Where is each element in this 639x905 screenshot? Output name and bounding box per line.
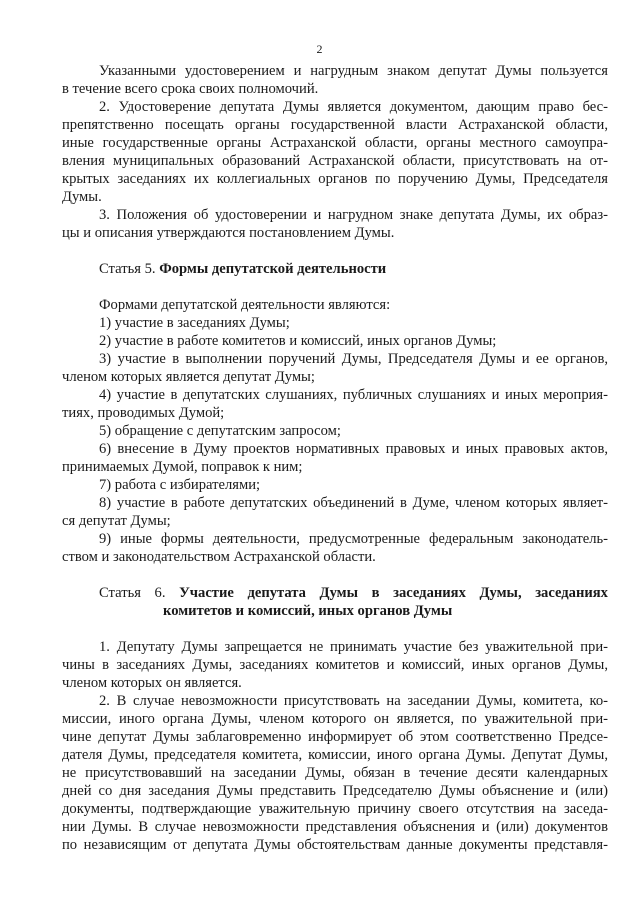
- article-6-prefix: Статья 6.: [99, 585, 166, 601]
- text-line: дателя Думы, председателя комитета, комиссии, иного органа Думы. Депутат Думы,: [62, 747, 608, 763]
- article-6-title-line1: Участие депутата Думы в заседаниях Думы, заседаниях: [179, 585, 608, 601]
- text-line: Формами депутатской деятельности являются:: [99, 297, 391, 313]
- text-line: 3. Положения об удостоверении и нагрудном знаке депутата Думы, их образ-: [99, 207, 608, 223]
- text-line: принимаемых Думой, поправок к ним;: [62, 459, 303, 475]
- text-line: чины в заседаниях Думы, заседаниях комитетов и комиссий, иных органов Думы,: [62, 657, 608, 673]
- text-line: иные государственные органы Астраханской области, органы местного самоупра-: [62, 135, 608, 151]
- text-line: не присутствовавший на заседании Думы, обязан в течение десяти календарных: [62, 765, 608, 781]
- text-line: дней со дня заседания Думы представить Председателю Думы объяснение и (или): [62, 783, 608, 799]
- text-line: документы, подтверждающие уважительную причину своего отсутствия на заседа-: [62, 801, 608, 817]
- text-line: препятственно посещать органы государственной власти Астраханской области,: [62, 117, 608, 133]
- text-line: 2. Удостоверение депутата Думы является документом, дающим право бес-: [99, 99, 608, 115]
- text-line: чине депутат Думы заблаговременно информирует об этом соответственно Предсе-: [62, 729, 608, 745]
- article-6-title-line2: комитетов и комиссий, иных органов Думы: [163, 603, 453, 619]
- list-item: 9) иные формы деятельности, предусмотренные федеральным законодатель-: [99, 531, 608, 547]
- text-line: Думы.: [62, 189, 102, 205]
- text-line: членом которых является депутат Думы;: [62, 369, 315, 385]
- text-line: тиях, проводимых Думой;: [62, 405, 225, 421]
- text-line: по независящим от депутата Думы обстоятельствам данные документы представля-: [62, 837, 608, 853]
- text-line: крытых заседаниях их коллегиальных органов по поручению Думы, Председателя: [62, 171, 608, 187]
- list-item: 5) обращение с депутатским запросом;: [99, 423, 341, 439]
- text-line: ся депутат Думы;: [62, 513, 171, 529]
- list-item: 2) участие в работе комитетов и комиссий, иных органов Думы;: [99, 333, 497, 349]
- text-line: членом которых он является.: [62, 675, 242, 691]
- article-6-heading: [62, 584, 608, 602]
- text-line: миссии, иного органа Думы, членом которого он является, по уважительной при-: [62, 711, 608, 727]
- article-5-title: Формы депутатской деятельности: [159, 261, 387, 277]
- list-item: 3) участие в выполнении поручений Думы, Председателя Думы и ее органов,: [99, 351, 608, 367]
- list-item: 1) участие в заседаниях Думы;: [99, 315, 290, 331]
- text-line: 1. Депутату Думы запрещается не принимать участие без уважительной при-: [99, 639, 608, 655]
- list-item: 4) участие в депутатских слушаниях, публичных слушаниях и иных мероприя-: [99, 387, 608, 403]
- list-item: 7) работа с избирателями;: [99, 477, 261, 493]
- text-line: вления муниципальных образований Астраханской области, присутствовать на от-: [62, 153, 608, 169]
- text-line: в течение всего срока своих полномочий.: [62, 81, 319, 97]
- article-5-heading: [62, 260, 608, 278]
- page-number: 2: [316, 42, 323, 56]
- text-line: 2. В случае невозможности присутствовать на заседании Думы, комитета, ко-: [99, 693, 608, 709]
- list-item: 6) внесение в Думу проектов нормативных правовых и иных правовых актов,: [99, 441, 608, 457]
- article-6-heading-cont: [62, 602, 608, 620]
- text-line: ством и законодательством Астраханской области.: [62, 549, 376, 565]
- document-body: [62, 62, 608, 854]
- text-line: цы и описания утверждаются постановлением Думы.: [62, 225, 395, 241]
- article-5-prefix: Статья 5.: [99, 261, 156, 277]
- list-item: 8) участие в работе депутатских объединений в Думе, членом которых являет-: [99, 495, 608, 511]
- text-line: Указанными удостоверением и нагрудным знаком депутат Думы пользуется: [99, 63, 608, 79]
- text-line: нии Думы. В случае невозможности представления объяснения и (или) документов: [62, 819, 608, 835]
